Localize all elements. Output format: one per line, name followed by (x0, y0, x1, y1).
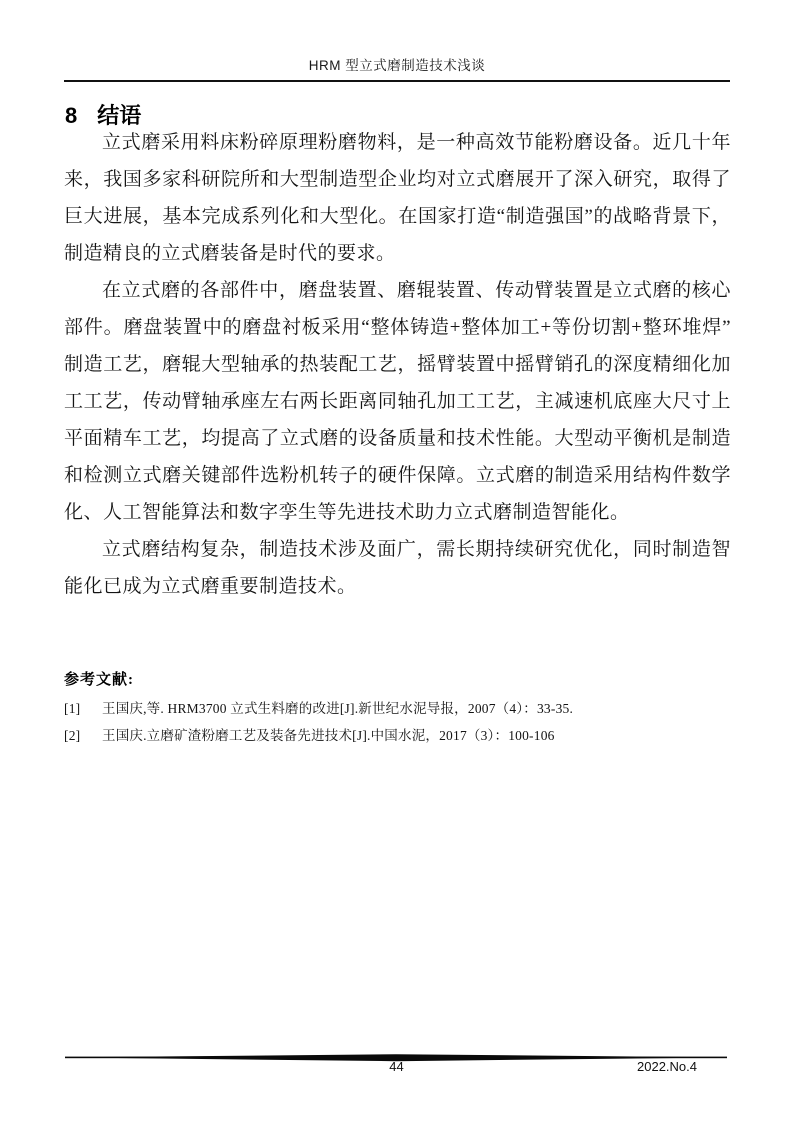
running-head-title: HRM 型立式磨制造技术浅谈 (308, 58, 486, 73)
references-heading: 参考文献: (64, 672, 134, 688)
footer-rule (65, 1049, 727, 1057)
footer-issue-label: 2022.No.4 (637, 1059, 697, 1074)
reference-text: 王国庆,等. HRM3700 立式生料磨的改进[J].新世纪水泥导报，2007（4）：33-35. (102, 701, 574, 716)
reference-text: 王国庆.立磨矿渣粉磨工艺及装备先进技术[J].中国水泥，2017（3）：100-106 (102, 727, 555, 743)
footer-page-number: 44 (389, 1059, 404, 1074)
references-section (64, 668, 731, 749)
paragraph-conclusion: 立式磨结构复杂，制造技术涉及面广，需长期持续研究优化，同时制造智能化已成为立式磨重要制造技术。 (64, 539, 731, 597)
paragraph-intro: 立式磨采用料床粉碎原理粉磨物料，是一种高效节能粉磨设备。近几十年来，我国多家科研院所和大型制造型企业均对立式磨展开了深入研究，取得了巨大进展，基本完成系列化和大型化。在国家打造“制造强国”的战略背景下，制造精良的立式磨装备是时代的要求。 (64, 132, 731, 264)
reference-index: [1] (64, 701, 81, 716)
section-number: 8 (65, 102, 78, 128)
reference-index: [2] (64, 727, 81, 743)
body-text (64, 124, 731, 605)
section-title: 结语 (97, 102, 142, 128)
reference-item (64, 723, 731, 750)
reference-item (64, 696, 731, 723)
header-rule (64, 80, 730, 82)
paragraph-core-components: 在立式磨的各部件中，磨盘装置、磨辊装置、传动臂装置是立式磨的核心部件。磨盘装置中的磨盘衬板采用“整体铸造+整体加工+等份切割+整环堆焊”制造工艺，磨辊大型轴承的热装配工艺，摇臂装置中摇臂销孔的深度精细化加工工艺，传动臂轴承座左右两长距离同轴孔加工工艺，主减速机底座大尺寸上平面精车工艺，均提高了立式磨的设备质量和技术性能。大型动平衡机是制造和检测立式磨关键部件选粉机转子的硬件保障。立式磨的制造采用结构件数学化、人工智能算法和数字孪生等先进技术助力立式磨制造智能化。 (64, 280, 731, 523)
